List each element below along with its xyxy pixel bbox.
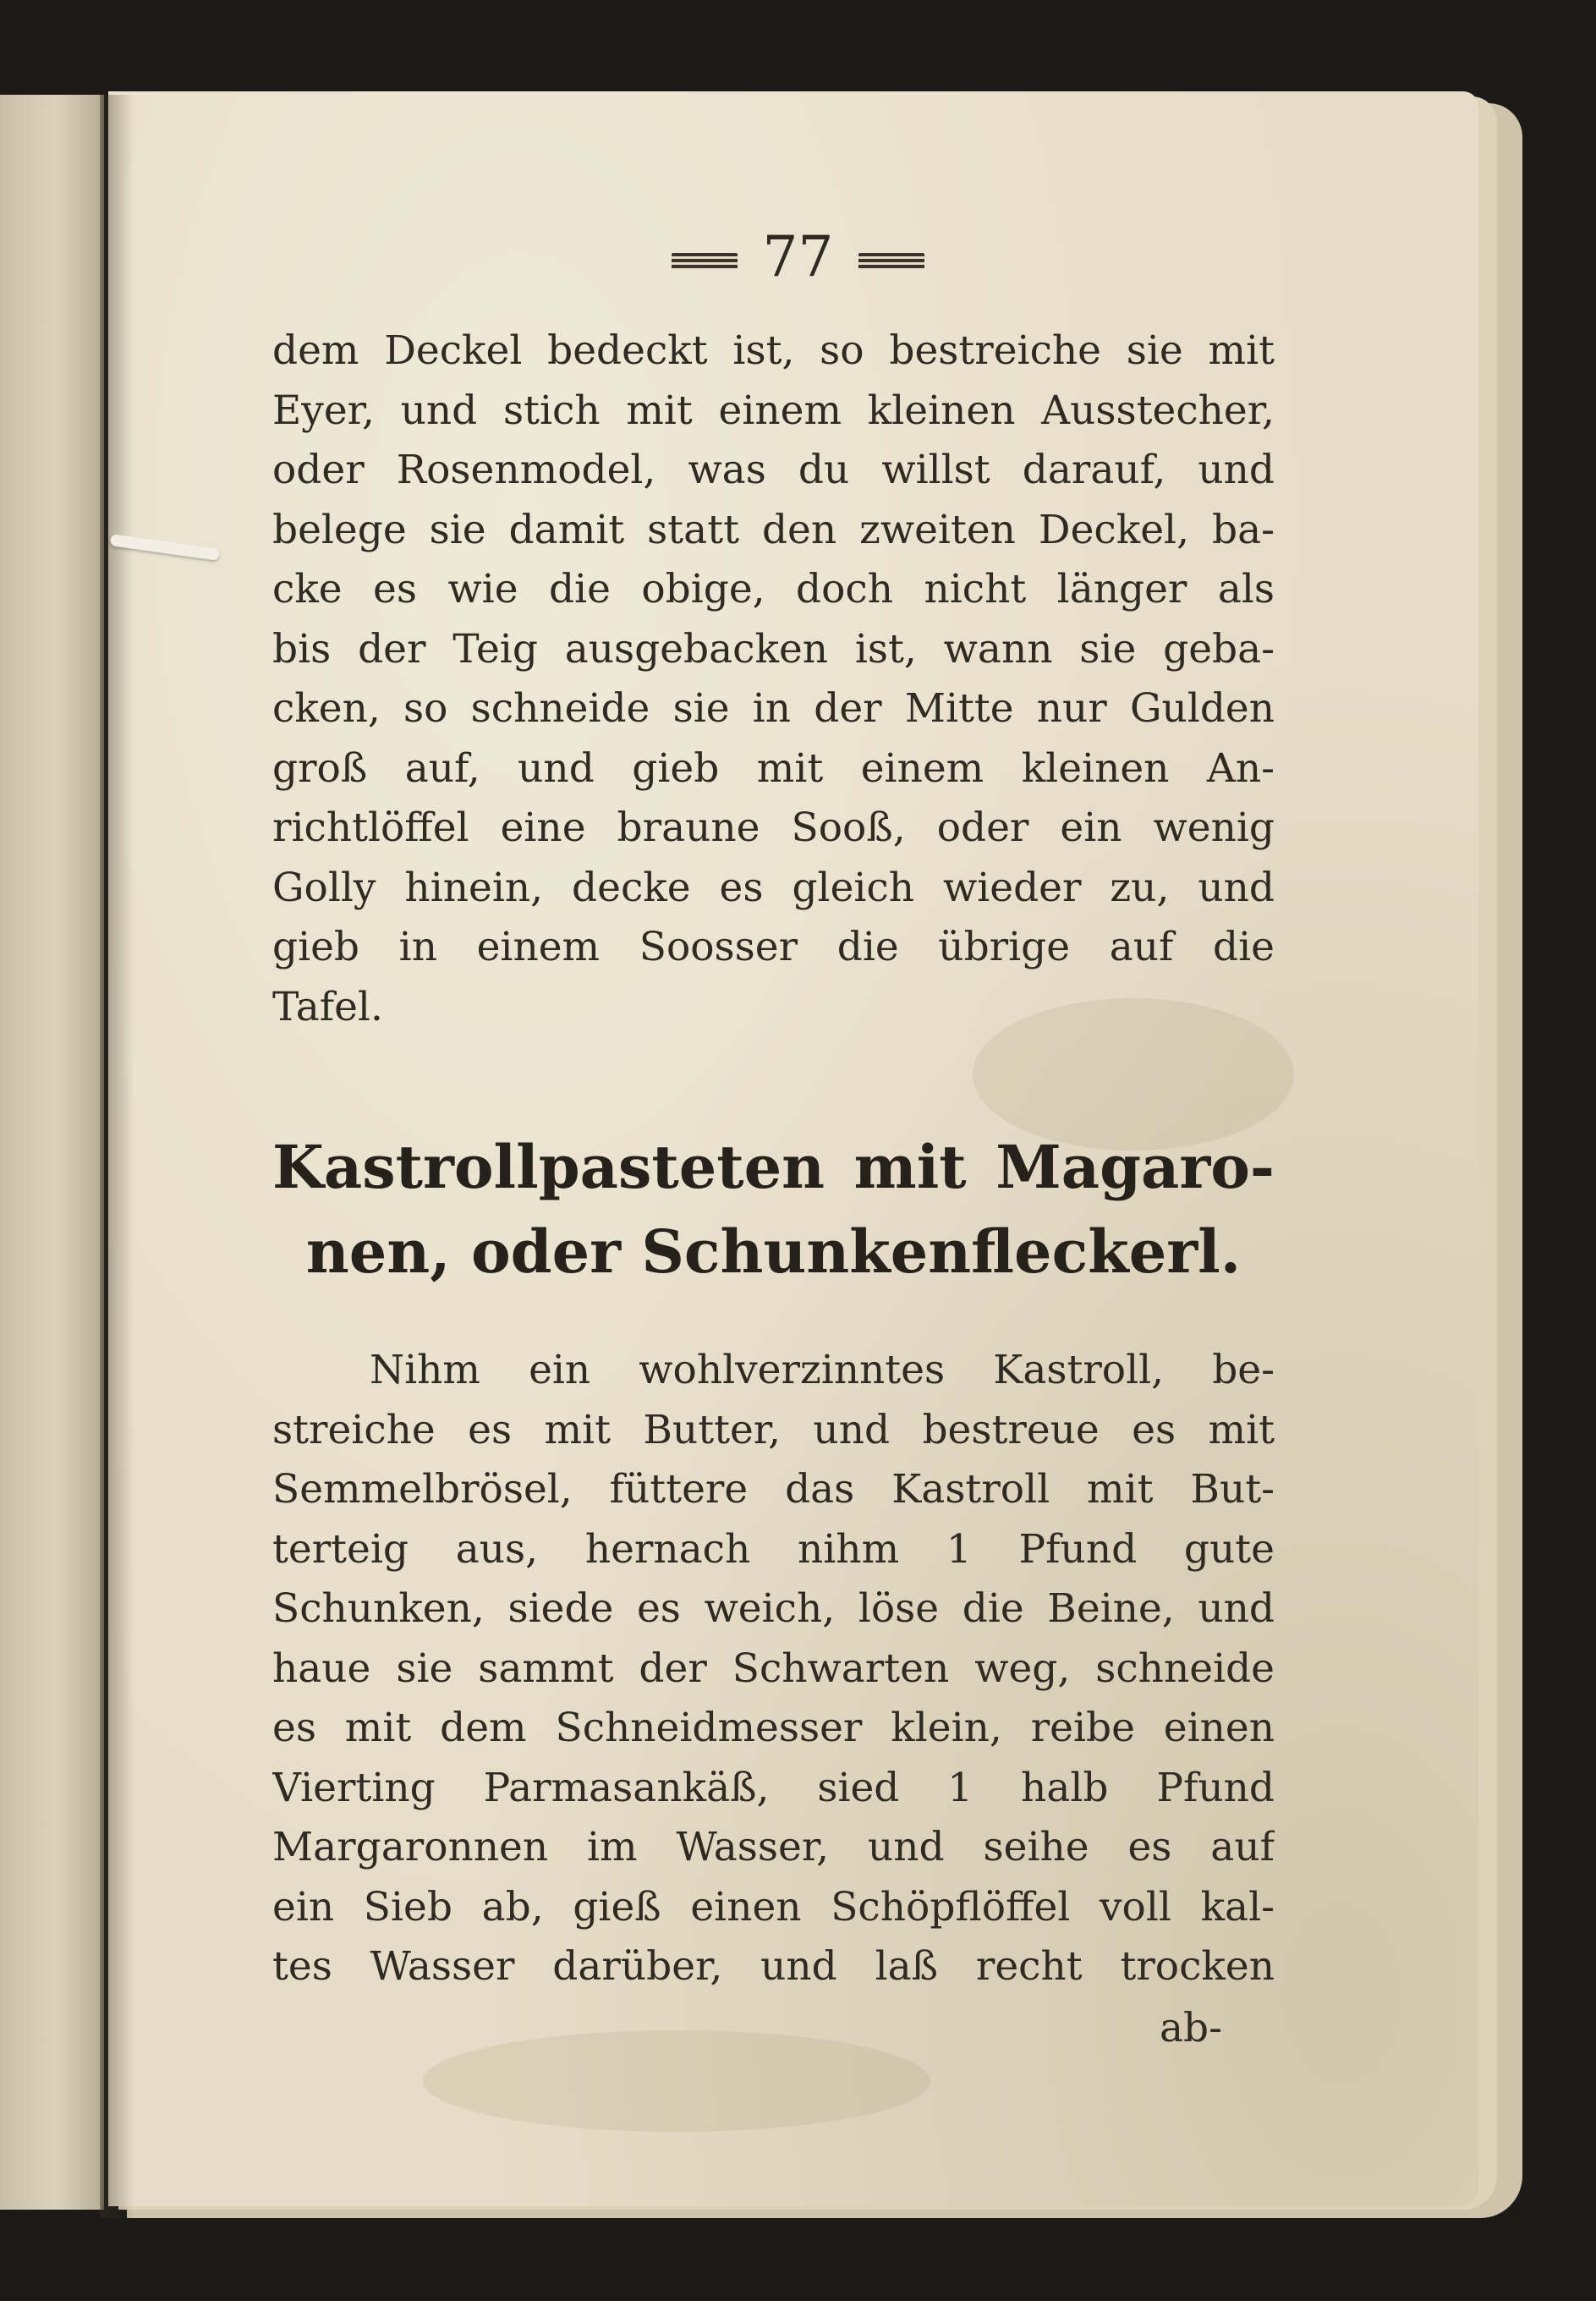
text-line: oder Rosenmodel, was du willst darauf, und [272,447,1275,493]
text-line: tes Wasser darüber, und laß recht trocken [272,1943,1275,1990]
recipe-heading [272,1125,1275,1294]
text-line: terteig aus, hernach nihm 1 Pfund gute [272,1525,1275,1573]
catchword: ab- [1160,2005,1222,2051]
paragraph-continued [272,321,1275,1037]
gutter-shadow [100,95,134,2218]
text-line: Eyer, und stich mit einem kleinen Ausstecher, [272,387,1275,434]
text-line: groß auf, und gieb mit einem kleinen An- [272,744,1275,792]
text-line: Tafel. [272,983,383,1030]
recipe-paragraph [272,1341,1275,1997]
text-line: richtlöffel eine braune Sooß, oder ein wenig [272,805,1275,851]
ornament-rule-right [858,253,924,270]
show-through-stain [423,2030,930,2132]
text-line: gieb in einem Soosser die übrige auf die [272,924,1275,970]
text-line: Golly hinein, decke es gleich wieder zu, und [272,864,1275,911]
left-page-edge [0,95,104,2210]
heading-line: nen, oder Schunkenfleckerl. [305,1216,1242,1287]
text-line: ein Sieb ab, gieß einen Schöpflöffel voll kal- [272,1883,1275,1930]
text-line: bis der Teig ausgebacken ist, wann sie geba- [272,625,1275,673]
text-line: haue sie sammt der Schwarten weg, schneide [272,1645,1275,1692]
text-line: Margaronnen im Wasser, und seihe es auf [272,1824,1275,1870]
text-line: Nihm ein wohlverzinntes Kastroll, be- [370,1347,1275,1393]
text-line: dem Deckel bedeckt ist, so bestreiche sie mit [272,327,1275,374]
text-line: Vierting Parmasankäß, sied 1 halb Pfund [272,1764,1275,1811]
ornament-rule-left [672,253,738,270]
text-line: es mit dem Schneidmesser klein, reibe einen [272,1705,1275,1751]
text-line: Semmelbrösel, füttere das Kastroll mit But- [272,1466,1275,1513]
text-line: streiche es mit Butter, und bestreue es mit [272,1406,1275,1453]
text-line: cken, so schneide sie in der Mitte nur Gulden [272,685,1275,732]
page-number-header [0,224,1596,289]
heading-line: Kastrollpasteten mit Magaro- [272,1132,1275,1202]
text-line: cke es wie die obige, doch nicht länger als [272,566,1275,612]
text-line: belege sie damit statt den zweiten Deckel, ba- [272,506,1275,553]
page-number: 77 [762,224,834,289]
text-line: Schunken, siede es weich, löse die Beine, und [272,1585,1275,1632]
